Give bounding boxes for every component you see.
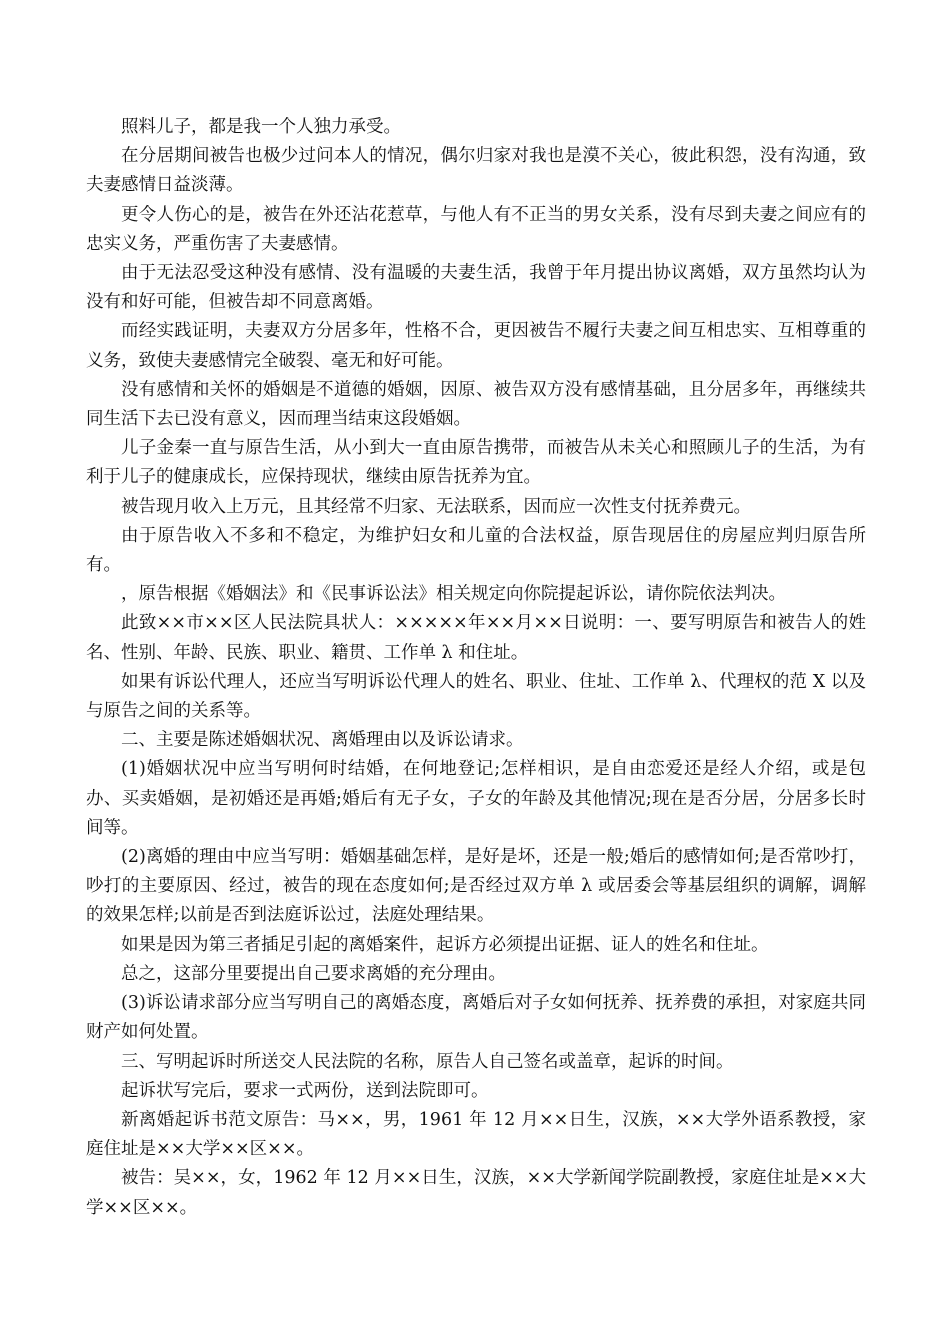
paragraph: 被告现月收入上万元，且其经常不归家、无法联系，因而应一次性支付抚养费元。	[121, 496, 751, 517]
paragraph: 由于无法忍受这种没有感情、没有温暖的夫妻生活，我曾于年月提出协议离婚，双方虽然均认为没有和好可能，但被告却不同意离婚。	[86, 263, 866, 313]
paragraph: 更令人伤心的是，被告在外还沾花惹草，与他人有不正当的男女关系，没有尽到夫妻之间应有的忠实义务，严重伤害了夫妻感情。	[86, 204, 866, 254]
paragraph: (3)诉讼请求部分应当写明自己的离婚态度，离婚后对子女如何抚养、抚养费的承担，对家庭共同财产如何处置。	[86, 993, 866, 1043]
paragraph: (1)婚姻状况中应当写明何时结婚，在何地登记;怎样相识，是自由恋爱还是经人介绍，或是包办、买卖婚姻，是初婚还是再婚;婚后有无子女，子女的年龄及其他情况;现在是否分居，分居多长时间等。	[86, 759, 866, 838]
paragraph: 儿子金秦一直与原告生活，从小到大一直由原告携带，而被告从未关心和照顾儿子的生活，为有利于儿子的健康成长，应保持现状，继续由原告抚养为宜。	[86, 438, 866, 488]
paragraph: 三、写明起诉时所送交人民法院的名称，原告人自己签名或盖章，起诉的时间。	[121, 1051, 734, 1072]
paragraph: 新离婚起诉书范文原告：马××，男，1961 年 12 月××日生，汉族，××大学外语系教授，家庭住址是××大学××区××。	[86, 1109, 866, 1160]
paragraph: 在分居期间被告也极少过问本人的情况，偶尔归家对我也是漠不关心，彼此积怨，没有沟通，致夫妻感情日益淡薄。	[86, 146, 866, 196]
paragraph: ，原告根据《婚姻法》和《民事诉讼法》相关规定向你院提起诉讼，请你院依法判决。	[121, 584, 786, 605]
paragraph: 如果有诉讼代理人，还应当写明诉讼代理人的姓名、职业、住址、工作单 λ、代理权的范 X 以及与原告之间的关系等。	[86, 671, 866, 722]
paragraph: 被告：吴××，女，1962 年 12 月××日生，汉族，××大学新闻学院副教授，家庭住址是××大学××区××。	[86, 1168, 866, 1218]
paragraph: 如果是因为第三者插足引起的离婚案件，起诉方必须提出证据、证人的姓名和住址。	[121, 934, 769, 955]
paragraph: 起诉状写完后，要求一式两份，送到法院即可。	[121, 1080, 489, 1101]
paragraph: 总之，这部分里要提出自己要求离婚的充分理由。	[121, 963, 506, 984]
document-body	[86, 113, 866, 1223]
paragraph: 由于原告收入不多和不稳定，为维护妇女和儿童的合法权益，原告现居住的房屋应判归原告所有。	[86, 525, 866, 576]
paragraph: 此致××市××区人民法院具状人：×××××年××月××日说明：一、要写明原告和被告人的姓名、性别、年龄、民族、职业、籍贯、工作单 λ 和住址。	[86, 613, 866, 663]
paragraph: 照料儿子，都是我一个人独力承受。	[121, 117, 401, 137]
paragraph: (2)离婚的理由中应当写明：婚姻基础怎样，是好是坏，还是一般;婚后的感情如何;是否常吵打，吵打的主要原因、经过，被告的现在态度如何;是否经过双方单 λ 或居委会等基层组织的调解，调解的效果怎样;以前是否到法庭诉讼过，法庭处理结果。	[86, 847, 866, 926]
paragraph: 没有感情和关怀的婚姻是不道德的婚姻，因原、被告双方没有感情基础，且分居多年，再继续共同生活下去已没有意义，因而理当结束这段婚姻。	[86, 379, 866, 430]
paragraph: 而经实践证明，夫妻双方分居多年，性格不合，更因被告不履行夫妻之间互相忠实、互相尊重的义务，致使夫妻感情完全破裂、毫无和好可能。	[86, 321, 866, 371]
paragraph: 二、主要是陈述婚姻状况、离婚理由以及诉讼请求。	[121, 730, 524, 751]
